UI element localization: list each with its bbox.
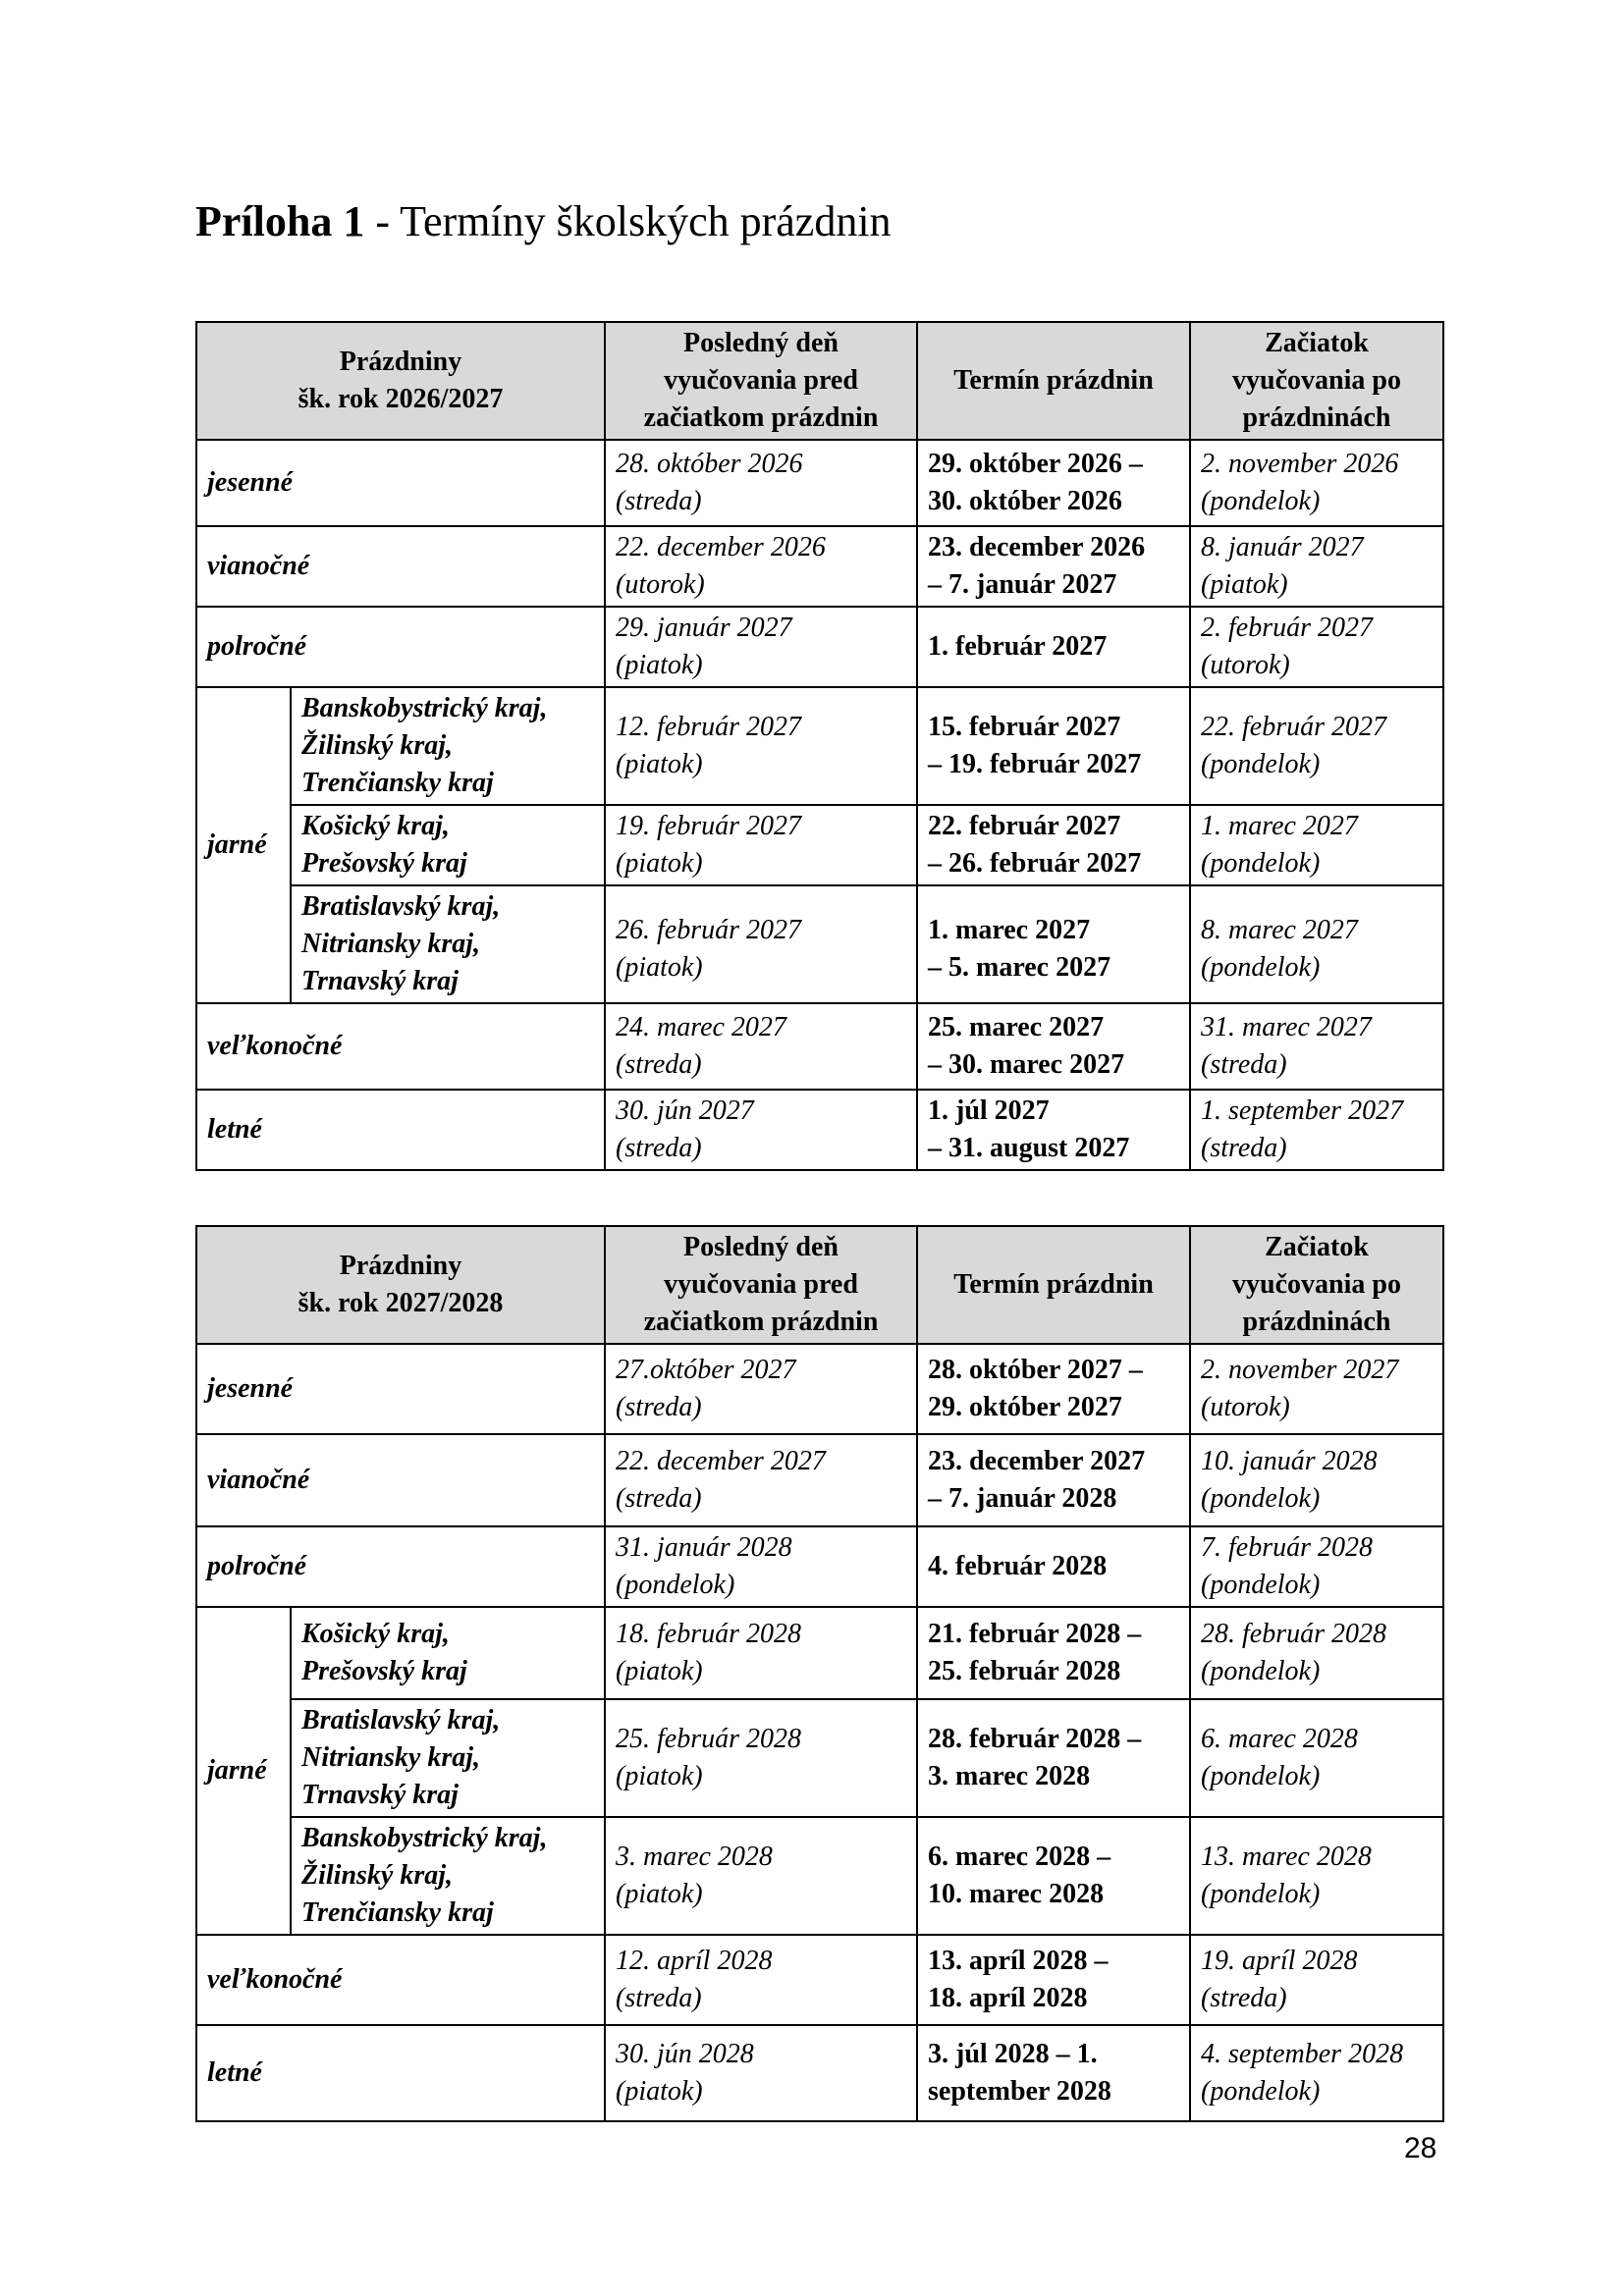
term-cell: 25. marec 2027 – 30. marec 2027 (917, 1003, 1190, 1090)
last-day-cell: 3. marec 2028 (piatok) (605, 1817, 917, 1935)
last-day-cell: 26. február 2027 (piatok) (605, 885, 917, 1003)
region-cell: Banskobystrický kraj, Žilinský kraj, Trenčiansky kraj (291, 1817, 605, 1935)
header-term: Termín prázdnin (917, 322, 1190, 440)
last-day-cell: 18. február 2028 (piatok) (605, 1607, 917, 1699)
term-cell: 28. február 2028 – 3. marec 2028 (917, 1699, 1190, 1817)
last-day-cell: 25. február 2028 (piatok) (605, 1699, 917, 1817)
last-day-cell: 22. december 2026 (utorok) (605, 526, 917, 607)
table-row (196, 1699, 1443, 1817)
term-cell: 3. júl 2028 – 1. september 2028 (917, 2025, 1190, 2121)
table-row (196, 687, 1443, 805)
table-row (196, 1434, 1443, 1526)
season-label: polročné (196, 1526, 605, 1607)
last-day-cell: 30. jún 2027 (streda) (605, 1090, 917, 1170)
header-resume: Začiatok vyučovania po prázdninách (1190, 1226, 1443, 1344)
resume-cell: 10. január 2028 (pondelok) (1190, 1434, 1443, 1526)
season-label: veľkonočné (196, 1935, 605, 2025)
table-row (196, 2025, 1443, 2121)
resume-cell: 1. marec 2027 (pondelok) (1190, 805, 1443, 885)
last-day-cell: 19. február 2027 (piatok) (605, 805, 917, 885)
header-last-day: Posledný deň vyučovania pred začiatkom prázdnin (605, 322, 917, 440)
season-label: veľkonočné (196, 1003, 605, 1090)
table-row (196, 885, 1443, 1003)
region-cell: Banskobystrický kraj, Žilinský kraj, Trenčiansky kraj (291, 687, 605, 805)
table-row (196, 1817, 1443, 1935)
term-cell: 23. december 2027 – 7. január 2028 (917, 1434, 1190, 1526)
resume-cell: 31. marec 2027 (streda) (1190, 1003, 1443, 1090)
last-day-cell: 29. január 2027 (piatok) (605, 607, 917, 687)
region-cell: Bratislavský kraj, Nitriansky kraj, Trnavský kraj (291, 885, 605, 1003)
table-row (196, 1344, 1443, 1434)
header-resume: Začiatok vyučovania po prázdninách (1190, 322, 1443, 440)
term-cell: 6. marec 2028 – 10. marec 2028 (917, 1817, 1190, 1935)
term-cell: 23. december 2026 – 7. január 2027 (917, 526, 1190, 607)
table-row (196, 440, 1443, 526)
header-row (196, 322, 1443, 440)
resume-cell: 2. február 2027 (utorok) (1190, 607, 1443, 687)
table-row (196, 1526, 1443, 1607)
term-cell: 1. júl 2027 – 31. august 2027 (917, 1090, 1190, 1170)
term-cell: 21. február 2028 – 25. február 2028 (917, 1607, 1190, 1699)
last-day-cell: 30. jún 2028 (piatok) (605, 2025, 917, 2121)
table-row (196, 1090, 1443, 1170)
table-row (196, 1607, 1443, 1699)
last-day-cell: 28. október 2026 (streda) (605, 440, 917, 526)
last-day-cell: 27.október 2027 (streda) (605, 1344, 917, 1434)
season-label: letné (196, 1090, 605, 1170)
page-title (195, 192, 892, 251)
table-row (196, 805, 1443, 885)
resume-cell: 7. február 2028 (pondelok) (1190, 1526, 1443, 1607)
region-cell: Košický kraj, Prešovský kraj (291, 1607, 605, 1699)
resume-cell: 22. február 2027 (pondelok) (1190, 687, 1443, 805)
resume-cell: 28. február 2028 (pondelok) (1190, 1607, 1443, 1699)
title-bold: Príloha 1 (195, 197, 365, 245)
page-number: 28 (1404, 2132, 1437, 2164)
resume-cell: 6. marec 2028 (pondelok) (1190, 1699, 1443, 1817)
term-cell: 29. október 2026 – 30. október 2026 (917, 440, 1190, 526)
term-cell: 22. február 2027 – 26. február 2027 (917, 805, 1190, 885)
resume-cell: 8. marec 2027 (pondelok) (1190, 885, 1443, 1003)
region-cell: Košický kraj, Prešovský kraj (291, 805, 605, 885)
season-label: vianočné (196, 1434, 605, 1526)
season-label: jarné (196, 1607, 291, 1935)
resume-cell: 2. november 2027 (utorok) (1190, 1344, 1443, 1434)
term-cell: 1. február 2027 (917, 607, 1190, 687)
season-label: jesenné (196, 440, 605, 526)
table-row (196, 607, 1443, 687)
term-cell: 28. október 2027 – 29. október 2027 (917, 1344, 1190, 1434)
region-cell: Bratislavský kraj, Nitriansky kraj, Trnavský kraj (291, 1699, 605, 1817)
header-last-day: Posledný deň vyučovania pred začiatkom prázdnin (605, 1226, 917, 1344)
header-row (196, 1226, 1443, 1344)
resume-cell: 1. september 2027 (streda) (1190, 1090, 1443, 1170)
season-label: jarné (196, 687, 291, 1003)
last-day-cell: 12. február 2027 (piatok) (605, 687, 917, 805)
last-day-cell: 12. apríl 2028 (streda) (605, 1935, 917, 2025)
season-label: jesenné (196, 1344, 605, 1434)
holiday-table-2027-2028 (195, 1225, 1444, 2122)
season-label: polročné (196, 607, 605, 687)
header-holidays: Prázdniny šk. rok 2026/2027 (196, 322, 605, 440)
term-cell: 15. február 2027 – 19. február 2027 (917, 687, 1190, 805)
last-day-cell: 22. december 2027 (streda) (605, 1434, 917, 1526)
term-cell: 1. marec 2027 – 5. marec 2027 (917, 885, 1190, 1003)
holiday-table-2026-2027 (195, 321, 1444, 1171)
term-cell: 13. apríl 2028 – 18. apríl 2028 (917, 1935, 1190, 2025)
resume-cell: 2. november 2026 (pondelok) (1190, 440, 1443, 526)
resume-cell: 13. marec 2028 (pondelok) (1190, 1817, 1443, 1935)
table-row (196, 1003, 1443, 1090)
season-label: vianočné (196, 526, 605, 607)
table-row (196, 526, 1443, 607)
header-term: Termín prázdnin (917, 1226, 1190, 1344)
season-label: letné (196, 2025, 605, 2121)
last-day-cell: 24. marec 2027 (streda) (605, 1003, 917, 1090)
header-holidays: Prázdniny šk. rok 2027/2028 (196, 1226, 605, 1344)
term-cell: 4. február 2028 (917, 1526, 1190, 1607)
resume-cell: 8. január 2027 (piatok) (1190, 526, 1443, 607)
last-day-cell: 31. január 2028 (pondelok) (605, 1526, 917, 1607)
title-rest: - Termíny školských prázdnin (364, 197, 892, 245)
table-row (196, 1935, 1443, 2025)
resume-cell: 19. apríl 2028 (streda) (1190, 1935, 1443, 2025)
resume-cell: 4. september 2028 (pondelok) (1190, 2025, 1443, 2121)
